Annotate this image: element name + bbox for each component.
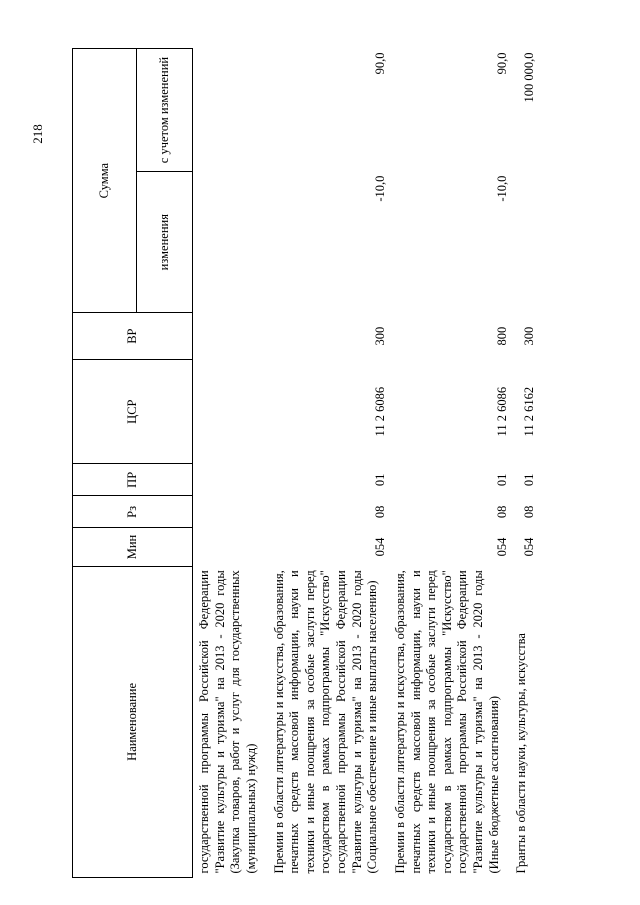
row-csr: 11 2 6086 xyxy=(373,386,388,437)
page-number: 218 xyxy=(30,124,45,144)
row-change xyxy=(193,172,270,313)
row-vr: 300 xyxy=(522,326,537,346)
row-vr: 300 xyxy=(373,326,388,346)
row-vr: 800 xyxy=(494,326,509,346)
row-csr xyxy=(193,360,270,464)
table-row xyxy=(270,49,391,878)
row-change: -10,0 xyxy=(494,175,509,202)
table-row xyxy=(391,49,512,878)
header-pr: ПР xyxy=(73,464,193,496)
row-with-change xyxy=(193,49,270,172)
row-with-change: 90,0 xyxy=(494,52,509,75)
header-with-change: с учетом изменений xyxy=(137,49,193,172)
header-change: изменения xyxy=(137,172,193,313)
row-csr: 11 2 6086 xyxy=(494,386,509,437)
row-csr: 11 2 6162 xyxy=(522,386,537,437)
header-sum: Сумма xyxy=(73,49,137,313)
row-with-change: 100 000,0 xyxy=(522,52,537,103)
row-rz: 08 xyxy=(373,505,388,519)
header-vr: ВР xyxy=(73,313,193,360)
row-name: Гранты в области науки, культуры, искусства xyxy=(514,633,529,874)
budget-table-rotated xyxy=(72,48,612,878)
budget-table xyxy=(72,48,540,878)
header-name: Наименование xyxy=(73,566,193,877)
row-name: Премии в области литературы и искусства, образования, печатных средств массовой информации, науки и техники и иные поощрения за особые заслуги перед государством в рамках подпрограммы "Искусство" государственной программы Российской Федерации "Развитие культуры и туризма" на 2013 - 2020 годы (Социальное обеспечение и иные выплаты населению) xyxy=(271,570,380,874)
header-rz: Рз xyxy=(73,496,193,528)
row-name: Премии в области литературы и искусства, образования, печатных средств массовой информации, науки и техники и иные поощрения за особые заслуги перед государством в рамках подпрограммы "Искусство" государственной программы Российской Федерации "Развитие культуры и туризма" на 2013 - 2020 годы (Иные бюджетные ассигнования) xyxy=(392,570,501,874)
table-row xyxy=(512,49,540,878)
row-pr: 01 xyxy=(522,473,537,487)
row-change: -10,0 xyxy=(373,175,388,202)
row-name: государственной программы Российской Федерации "Развитие культуры и туризма" на 2013 - 2020 годы (Закупка товаров, работ и услуг для государственных (муниципальных) нужд) xyxy=(197,570,258,874)
header-csr: ЦСР xyxy=(73,360,193,464)
row-pr: 01 xyxy=(494,473,509,487)
row-with-change: 90,0 xyxy=(373,52,388,75)
row-min: 054 xyxy=(522,537,537,557)
row-rz: 08 xyxy=(494,505,509,519)
row-rz xyxy=(193,496,270,528)
row-min xyxy=(193,528,270,566)
table-row xyxy=(193,49,270,878)
row-rz: 08 xyxy=(522,505,537,519)
row-pr: 01 xyxy=(373,473,388,487)
row-pr xyxy=(193,464,270,496)
row-vr xyxy=(193,313,270,360)
row-min: 054 xyxy=(373,537,388,557)
row-min: 054 xyxy=(494,537,509,557)
header-min: Мин xyxy=(73,528,193,566)
row-change xyxy=(512,172,540,313)
